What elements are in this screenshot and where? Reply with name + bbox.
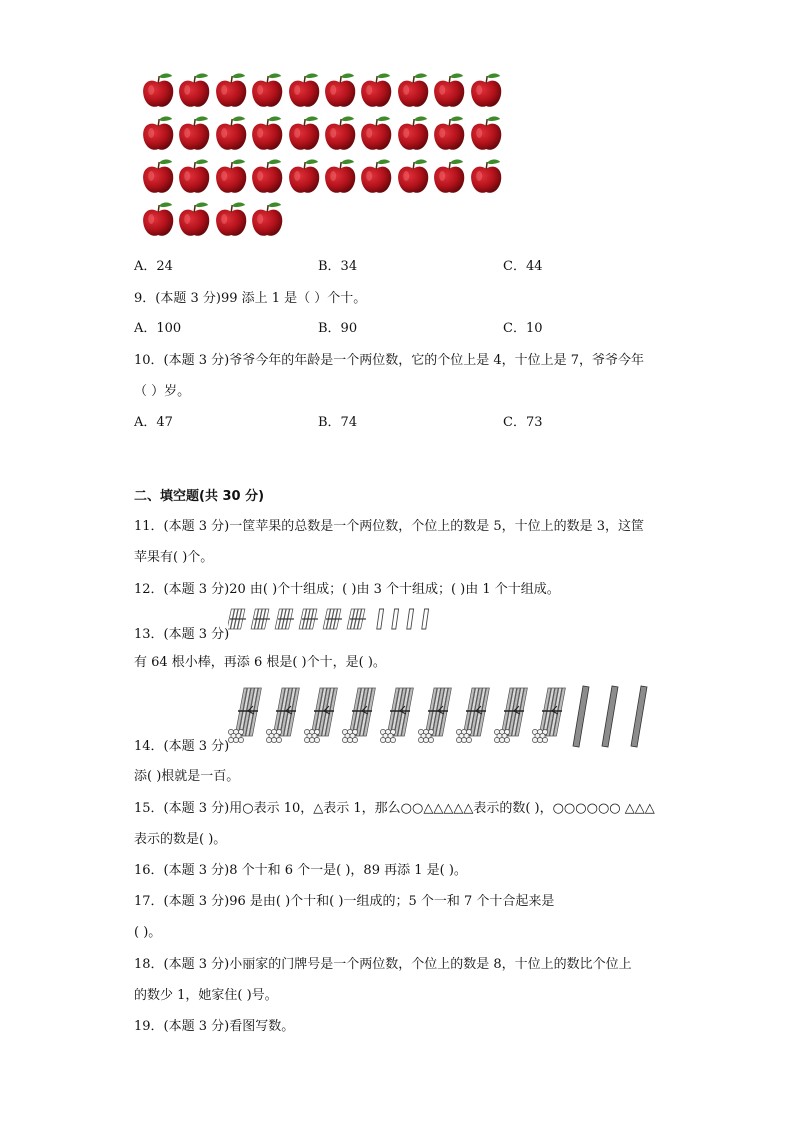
stick-bundle-icon [342,688,375,743]
apple-row [140,72,504,115]
q17-line2: ( )。 [134,925,162,940]
apple-icon [140,201,176,244]
q15-line1: 15．(本题 3 分)用○表示 10，△表示 1，那么○○△△△△△表示的数( )，○○○○○○ △△△ [134,801,655,816]
q8-options [134,255,674,273]
q19-line1: 19．(本题 3 分)看图写数。 [134,1019,295,1034]
apple-icon [468,72,504,115]
q13-line2: 有 64 根小棒，再添 6 根是( )个十，是( )。 [134,655,386,670]
apple-icon [286,158,322,201]
single-stick-icon [422,609,429,629]
single-stick-icon [392,609,399,629]
single-stick-icon [407,609,414,629]
apple-icon [176,115,212,158]
apple-icon [176,158,212,201]
q18-line1: 18．(本题 3 分)小丽家的门牌号是一个两位数，个位上的数是 8，十位上的数比个位上 [134,957,632,972]
stick-bundle-icon [304,688,337,743]
q12-line1: 12．(本题 3 分)20 由( )个十组成；( )由 3 个十组成；( )由 1 个十组成。 [134,582,560,597]
apple-icon [468,115,504,158]
apple-icon [322,115,358,158]
q13-sticks-svg [228,606,440,632]
q8-option-a[interactable]: A．24 [134,259,173,274]
stick-bundle-icon [456,688,489,743]
q14-sticks-picture [225,684,660,748]
q10-stem-line1: 10．(本题 3 分)爷爷今年的年龄是一个两位数，它的个位上是 4，十位上是 7，爷爷今年 [134,353,645,368]
q11-line1: 11．(本题 3 分)一筐苹果的总数是一个两位数，个位上的数是 5，十位上的数是 3，这筐 [134,519,645,534]
apple-icon [468,158,504,201]
stick-bundle-icon [266,688,299,743]
apple-icon [286,115,322,158]
single-stick-icon [602,686,618,747]
apple-icon [395,72,431,115]
stick-bundle-icon [347,609,366,629]
stick-bundle-icon [275,609,294,629]
apple-icon [249,201,285,244]
q10-stem-line2: （ ）岁。 [134,384,191,399]
stick-bundle-icon [418,688,451,743]
q9-option-a[interactable]: A．100 [134,321,182,336]
apple-picture [140,72,504,244]
apple-icon [249,72,285,115]
apple-icon [286,72,322,115]
apple-icon [213,115,249,158]
q9-stem: 9．(本题 3 分)99 添上 1 是（ ）个十。 [134,291,367,306]
q14-label: 14．(本题 3 分) [134,739,230,754]
apple-icon [358,115,394,158]
apple-icon [140,115,176,158]
q8-option-b[interactable]: B．34 [318,259,358,274]
apple-icon [213,72,249,115]
section-title: 二、填空题(共 30 分) [134,489,265,504]
apple-icon [395,158,431,201]
stick-bundle-icon [251,609,270,629]
apple-icon [358,158,394,201]
apple-icon [213,201,249,244]
q8-option-c[interactable]: C．44 [503,259,543,274]
q14-sticks-svg [225,684,660,748]
q10-option-b[interactable]: B．74 [318,415,358,430]
apple-row [140,115,504,158]
q9-option-c[interactable]: C．10 [503,321,543,336]
apple-icon [176,72,212,115]
apple-icon [249,115,285,158]
single-stick-icon [377,609,384,629]
apple-icon [431,72,467,115]
q16-line1: 16．(本题 3 分)8 个十和 6 个一是( )，89 再添 1 是( )。 [134,863,467,878]
q14-line2: 添( )根就是一百。 [134,769,240,784]
stick-bundle-icon [494,688,527,743]
apple-icon [431,115,467,158]
apple-icon [176,201,212,244]
q13-sticks-picture [228,606,440,632]
q11-line2: 苹果有( )个。 [134,550,214,565]
q18-line2: 的数少 1，她家住( )号。 [134,988,278,1003]
stick-bundle-icon [532,688,565,743]
apple-icon [358,72,394,115]
apple-icon [322,158,358,201]
q10-option-a[interactable]: A．47 [134,415,173,430]
apple-icon [249,158,285,201]
q10-options [134,411,674,429]
apple-row [140,201,504,244]
q10-option-c[interactable]: C．73 [503,415,543,430]
apple-icon [140,72,176,115]
q9-options [134,317,674,335]
stick-bundle-icon [380,688,413,743]
stick-bundle-icon [228,688,261,743]
q15-line2: 表示的数是( )。 [134,832,227,847]
single-stick-icon [631,686,647,747]
q17-line1: 17．(本题 3 分)96 是由( )个十和( )一组成的；5 个一和 7 个十合起来是 [134,894,555,909]
stick-bundle-icon [228,609,246,629]
apple-icon [431,158,467,201]
q13-label: 13．(本题 3 分) [134,627,230,642]
apple-row [140,158,504,201]
apple-icon [322,72,358,115]
apple-icon [140,158,176,201]
apple-icon [213,158,249,201]
stick-bundle-icon [299,609,318,629]
q9-option-b[interactable]: B．90 [318,321,358,336]
single-stick-icon [573,686,589,747]
stick-bundle-icon [323,609,342,629]
apple-icon [395,115,431,158]
